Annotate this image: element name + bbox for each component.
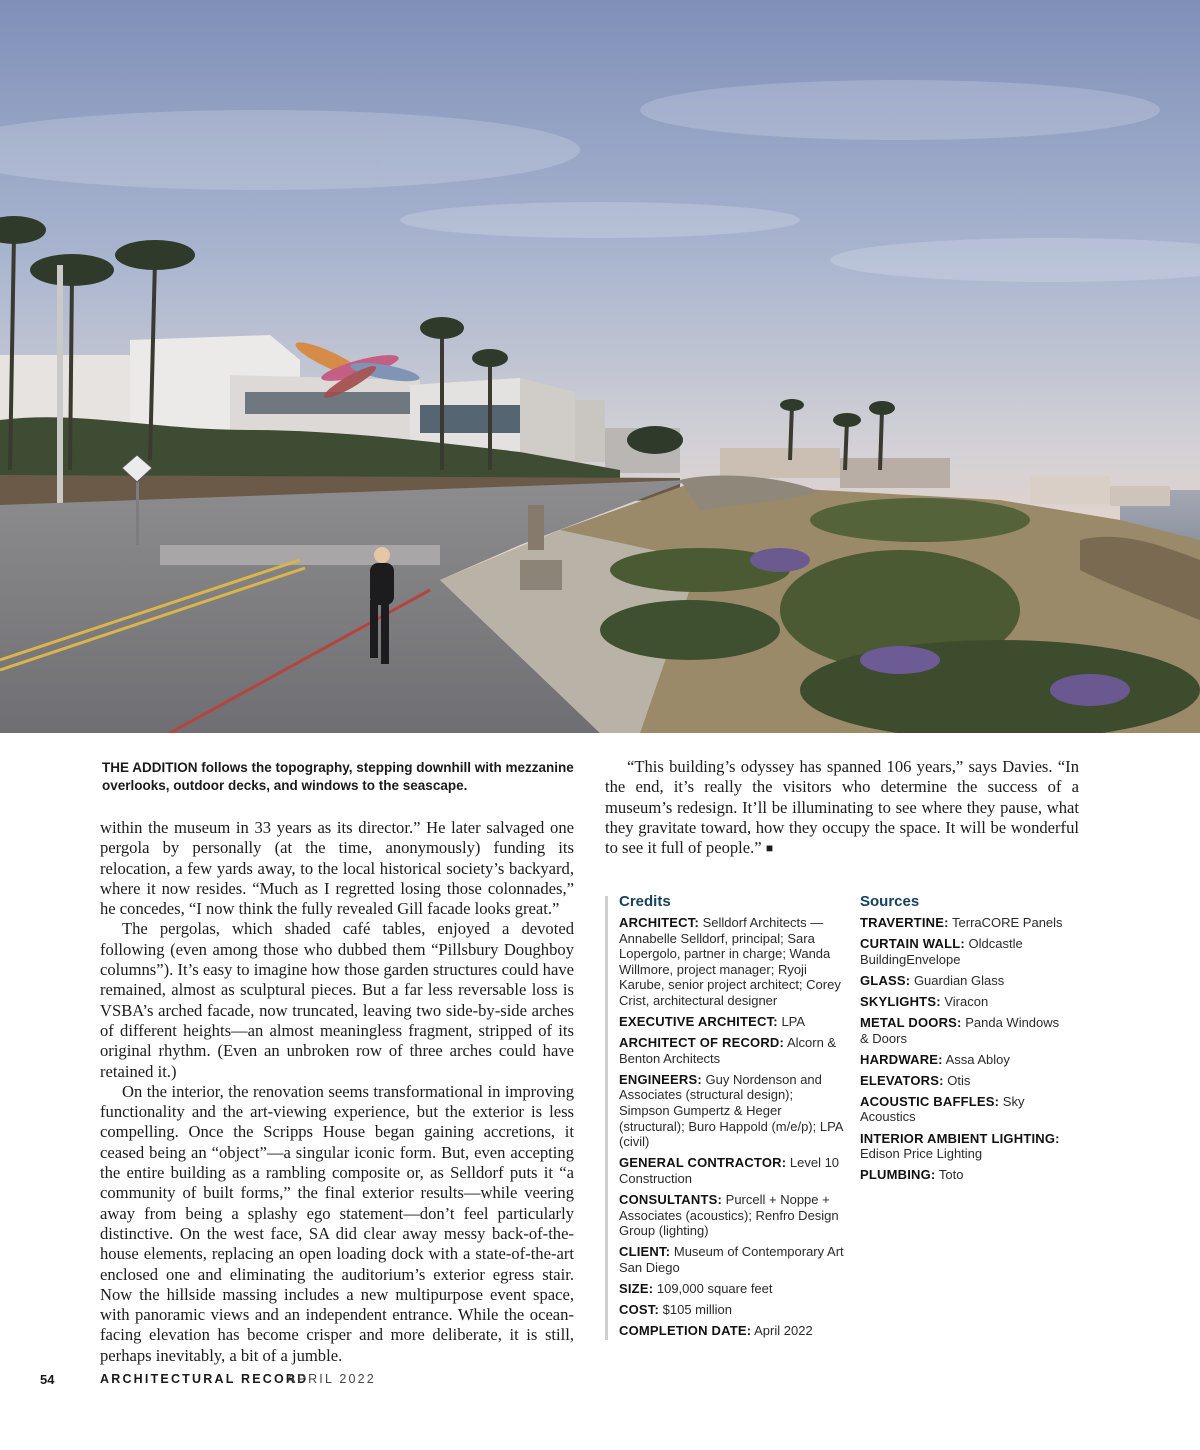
source-entry — [860, 973, 1070, 989]
credit-value: 109,000 square feet — [656, 1280, 773, 1296]
credit-label: SIZE: — [619, 1280, 654, 1296]
credit-entry — [619, 1155, 845, 1186]
source-value: Panda Windows & Doors — [860, 1014, 1060, 1046]
sources-box — [860, 893, 1070, 1188]
credit-label: ARCHITECT: — [619, 915, 699, 930]
credit-value: LPA — [781, 1014, 806, 1030]
credit-label: COST: — [619, 1302, 659, 1318]
credit-value: Purcell + Noppe + Associates (acoustics); Renfro Design Group (lighting) — [619, 1192, 839, 1239]
credit-entry — [619, 1302, 845, 1318]
source-label: CURTAIN WALL: — [860, 936, 965, 952]
source-label: SKYLIGHTS: — [860, 993, 941, 1009]
caption-lead: THE ADDITION — [102, 760, 198, 775]
credit-label: EXECUTIVE ARCHITECT: — [619, 1014, 778, 1030]
credit-entry — [619, 915, 845, 1009]
article-column-left — [100, 818, 574, 1366]
credit-entry — [619, 1035, 845, 1066]
source-label: ACOUSTIC BAFFLES: — [860, 1093, 1000, 1109]
source-entry — [860, 1167, 1070, 1183]
closing-paragraph — [605, 757, 1079, 858]
credit-entry — [619, 1072, 845, 1150]
credit-entry — [619, 1192, 845, 1239]
stone-marker — [528, 505, 544, 550]
source-entry — [860, 915, 1070, 931]
credit-entry — [619, 1281, 845, 1297]
credit-value: April 2022 — [754, 1323, 813, 1339]
credit-value: Level 10 Construction — [619, 1155, 840, 1186]
body-paragraph: On the interior, the renovation seems transformational in improving functionality and the art-viewing experience, but the exterior is less compelling. Once the Scripps House began gaining accretions, it ceased being an “object”—a singular iconic form. But, even accepting the entire building as a rambling composite or, as Selldorf puts it “a community of built forms,” the final exterior results—while veering away from being a splashy ego statement—don’t feel particularly distinctive. On the west face, SA did clear away messy back-of-the-house elements, replacing an open loading dock with a state-of-the-art enclosed one and eliminating the auditorium’s exterior egress stair. Now the hillside massing includes a new multipurpose event space, with panoramic views and an independent entrance. While the ocean-facing elevation has become crisper and more deliberate, it is still, perhaps inevitably, a bit of a jumble. — [100, 1081, 574, 1365]
source-label: ELEVATORS: — [860, 1072, 944, 1088]
source-entry — [860, 1073, 1070, 1089]
source-value: Otis — [947, 1072, 971, 1088]
credit-label: CONSULTANTS: — [619, 1192, 723, 1207]
credit-entry — [619, 1323, 845, 1339]
source-value: Sky Acoustics — [860, 1093, 1025, 1125]
source-entry — [860, 936, 1070, 967]
credit-label: ARCHITECT OF RECORD: — [619, 1035, 785, 1051]
credits-divider — [605, 896, 608, 1340]
magazine-name: ARCHITECTURAL RECORD — [100, 1372, 309, 1386]
source-entry — [860, 1131, 1070, 1162]
credit-value: Museum of Contemporary Art San Diego — [619, 1244, 844, 1275]
credit-value: Alcorn & Benton Architects — [619, 1035, 837, 1066]
source-value: Assa Abloy — [945, 1051, 1010, 1067]
source-label: PLUMBING: — [860, 1167, 936, 1183]
source-value: Guardian Glass — [913, 972, 1005, 988]
bench — [520, 560, 562, 590]
sources-title: Sources — [860, 893, 920, 910]
caption-text: follows the topography, stepping downhill with mezzanine overlooks, outdoor decks, and windows to the seascape. — [102, 760, 574, 793]
source-entry — [860, 994, 1070, 1010]
credit-entry — [619, 1014, 845, 1030]
source-entry — [860, 1052, 1070, 1068]
credit-value: Guy Nordenson and Associates (structural design); Simpson Gumpertz & Heger (structural); Buro Happold (m/e/p); LPA (civil) — [619, 1071, 843, 1150]
credits-title: Credits — [619, 893, 671, 910]
source-value: TerraCORE Panels — [952, 915, 1063, 930]
source-label: INTERIOR AMBIENT LIGHTING: — [860, 1130, 1060, 1146]
source-value: Oldcastle BuildingEnvelope — [860, 936, 1023, 967]
source-entry — [860, 1015, 1070, 1046]
article-column-right — [605, 757, 1079, 858]
credit-value: $105 million — [662, 1302, 732, 1318]
source-entry — [860, 1094, 1070, 1125]
issue-date: APRIL 2022 — [287, 1372, 376, 1386]
source-value: Edison Price Lighting — [860, 1146, 983, 1162]
credit-label: COMPLETION DATE: — [619, 1323, 752, 1339]
credit-label: GENERAL CONTRACTOR: — [619, 1155, 787, 1171]
closing-text: “This building’s odyssey has spanned 106 years,” says Davies. “In the end, it’s really the visitors who determine the success of a museum’s redesign. It’ll be illuminating to see where they pause, what they gravitate toward, how they occupy the space. It will be wonderful to see it full of people.” — [605, 757, 1079, 858]
credit-value: Selldorf Architects — Annabelle Selldorf, principal; Sara Lopergolo, partner in charge; Wanda Willmore, project manager; Ryoji Karube, senior project architect; Corey Crist, architectural designer — [619, 915, 841, 1008]
source-value: Toto — [938, 1167, 964, 1183]
page-number: 54 — [40, 1372, 55, 1387]
source-value: Viracon — [944, 993, 989, 1009]
source-label: HARDWARE: — [860, 1051, 943, 1067]
source-label: TRAVERTINE: — [860, 915, 949, 930]
credit-label: ENGINEERS: — [619, 1071, 702, 1087]
photo-caption — [102, 759, 582, 795]
source-label: GLASS: — [860, 972, 911, 988]
credit-label: CLIENT: — [619, 1244, 671, 1260]
end-mark-icon: ■ — [765, 841, 774, 856]
body-paragraph: The pergolas, which shaded café tables, enjoyed a devoted following (even among those who dubbed them “Pillsbury Doughboy columns”). It’s easy to imagine how those garden structures could have remained, almost as sculptural pieces. But a far less reversable loss is VSBA’s arched facade, now truncated, leaving two side-by-side arches of different heights—an almost meaningless fragment, stripped of its original rhythm. (Even an unbroken row of three arches could have retained it.) — [100, 919, 574, 1081]
body-paragraph: within the museum in 33 years as its director.” He later salvaged one pergola by personally (at the time, anonymously) funding its relocation, a few yards away, to the local historical society’s backyard, where it now resides. “Much as I regretted losing those colonnades,” he concedes, “I now think the fully revealed Gill facade looks great.” — [100, 818, 574, 919]
credits-box — [619, 893, 845, 1344]
source-label: METAL DOORS: — [860, 1014, 962, 1030]
credit-entry — [619, 1244, 845, 1275]
